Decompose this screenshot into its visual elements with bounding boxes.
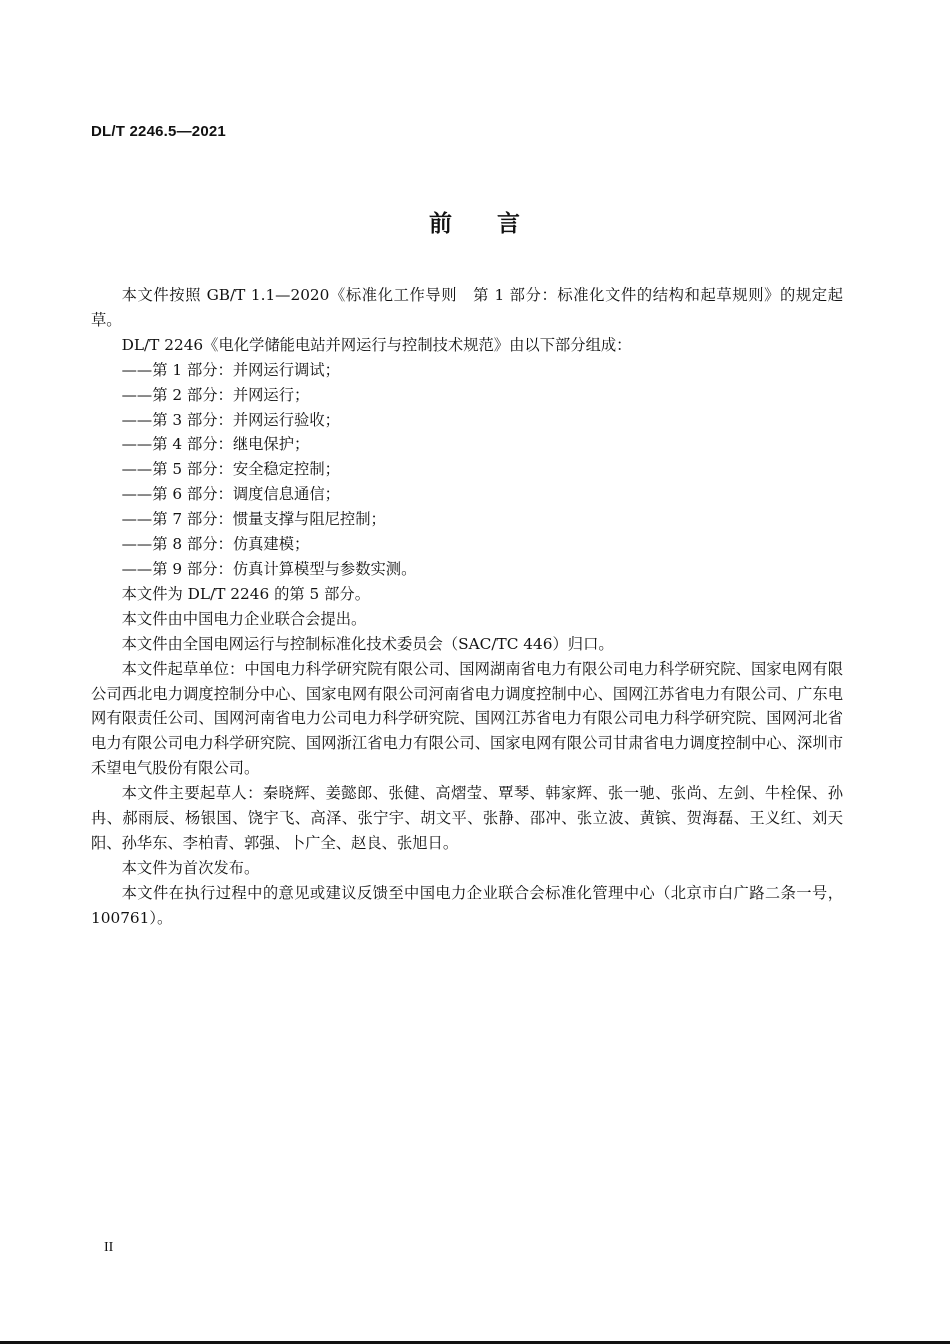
list-item: ——第 8 部分：仿真建模； <box>121 535 310 554</box>
title-char-2: 言 <box>497 211 521 237</box>
intro-paragraph: 本文件按照 GB/T 1.1—2020《标准化工作导则 第 1 部分：标准化文件的结构和起草规则》的规定起草。 <box>91 286 843 329</box>
parts-list <box>91 358 843 582</box>
composition-intro: DL/T 2246《电化学储能电站并网运行与控制技术规范》由以下部分组成： <box>121 335 632 354</box>
foreword-body <box>91 283 843 931</box>
proposed-by: 本文件由中国电力企业联合会提出。 <box>121 609 367 628</box>
list-item: ——第 6 部分：调度信息通信； <box>121 485 340 504</box>
list-item: ——第 7 部分：惯量支撑与阻尼控制； <box>121 510 386 529</box>
title-char-1: 前 <box>429 211 453 237</box>
drafters: 本文件主要起草人：秦晓辉、姜懿郎、张健、高熠莹、覃琴、韩家辉、张一驰、张尚、左剑、牛栓保、孙冉、郝雨辰、杨银国、饶宇飞、高泽、张宁宇、胡文平、张静、邵冲、张立波、黄镔、贺海磊、王义红、刘天阳、孙华东、李柏青、郭强、卜广全、赵良、张旭日。 <box>91 784 843 852</box>
part-statement: 本文件为 DL/T 2246 的第 5 部分。 <box>121 584 371 603</box>
list-item: ——第 5 部分：安全稳定控制； <box>121 460 340 479</box>
list-item: ——第 3 部分：并网运行验收； <box>121 410 340 429</box>
drafting-units: 本文件起草单位：中国电力科学研究院有限公司、国网湖南省电力有限公司电力科学研究院、国家电网有限公司西北电力调度控制分中心、国家电网有限公司河南省电力调度控制中心、国网江苏省电力有限公司、广东电网有限责任公司、国网河南省电力公司电力科学研究院、国网江苏省电力有限公司电力科学研究院、国网河北省电力有限公司电力科学研究院、国网浙江省电力有限公司、国家电网有限公司甘肃省电力调度控制中心、深圳市禾望电气股份有限公司。 <box>91 659 843 778</box>
page-number: II <box>104 1240 114 1255</box>
managed-by: 本文件由全国电网运行与控制标准化技术委员会（SAC/TC 446）归口。 <box>121 634 614 653</box>
list-item: ——第 1 部分：并网运行调试； <box>121 360 340 379</box>
page-title <box>0 205 950 238</box>
document-code: DL/T 2246.5—2021 <box>91 123 226 140</box>
list-item: ——第 9 部分：仿真计算模型与参数实测。 <box>121 559 417 578</box>
list-item: ——第 4 部分：继电保护； <box>121 435 310 454</box>
first-release: 本文件为首次发布。 <box>121 858 260 877</box>
feedback: 本文件在执行过程中的意见或建议反馈至中国电力企业联合会标准化管理中心（北京市白广路二条一号，100761）。 <box>91 883 843 927</box>
list-item: ——第 2 部分：并网运行； <box>121 385 310 404</box>
